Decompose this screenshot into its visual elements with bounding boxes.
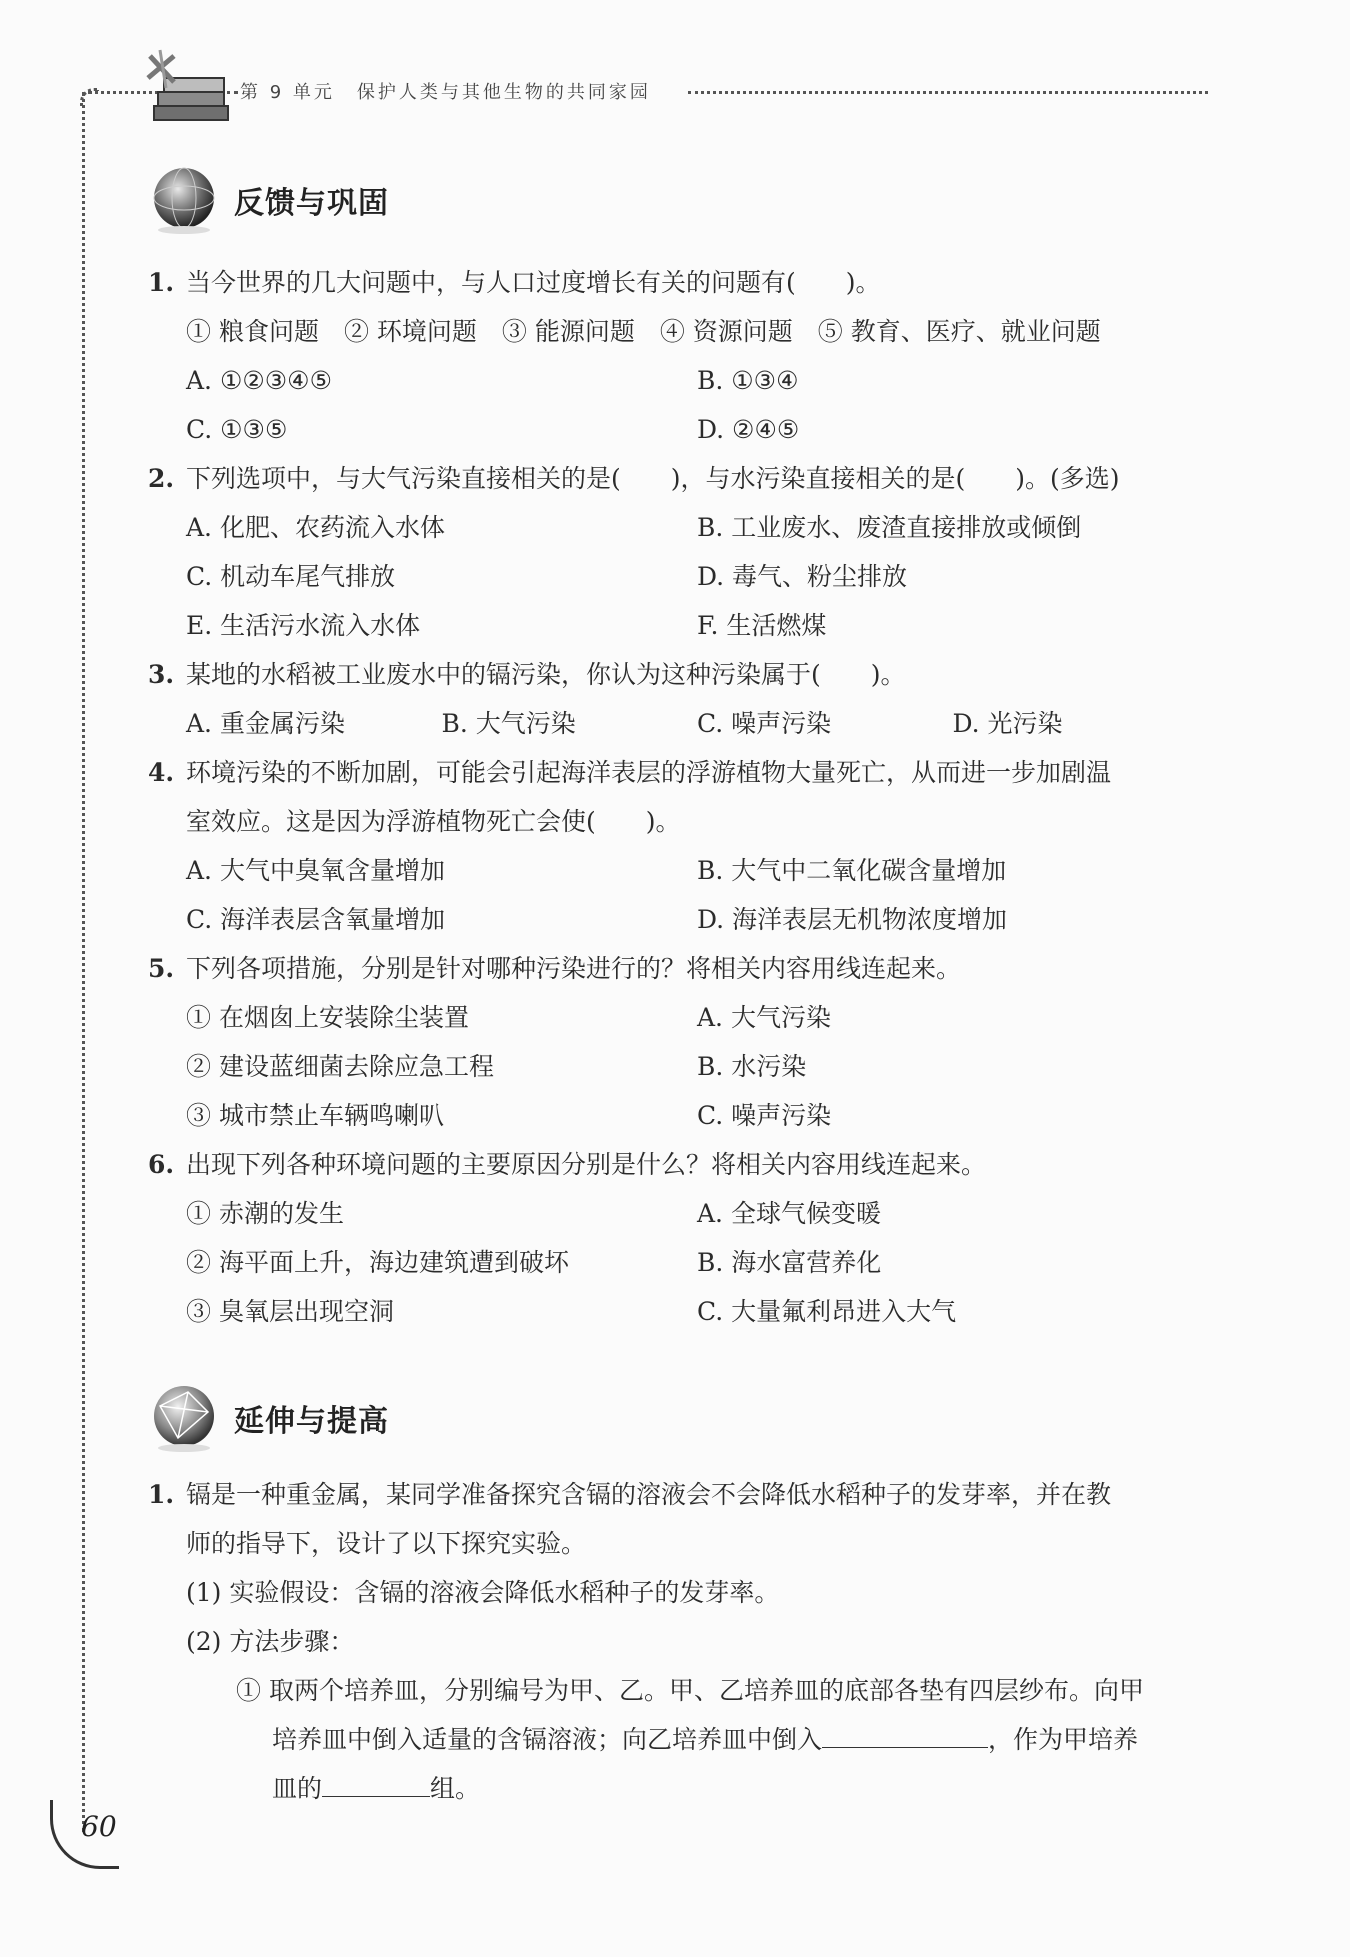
question-stem: 下列选项中，与大气污染直接相关的是( )，与水污染直接相关的是( )。(多选) [186, 464, 1120, 493]
question-4 [148, 748, 1208, 944]
side-dotted-border [82, 92, 85, 1832]
match-right-item: A. 全球气候变暖 [697, 1199, 881, 1228]
question-number: 1. [148, 1480, 175, 1509]
answer-blank-2[interactable] [322, 1766, 430, 1797]
answer-blank-1[interactable] [822, 1717, 988, 1748]
section-title: 延伸与提高 [234, 1404, 389, 1439]
question-number: 1. [148, 268, 175, 297]
section-title: 反馈与巩固 [234, 186, 389, 221]
match-left-item: ③ 臭氧层出现空洞 [186, 1297, 394, 1326]
match-left-item: ② 建设蓝细菌去除应急工程 [186, 1052, 494, 1081]
network-globe-icon [148, 1382, 220, 1454]
step-1-line2-text-b: ，作为甲培养 [988, 1725, 1139, 1754]
option-e: E. 生活污水流入水体 [186, 611, 421, 640]
question-2 [148, 454, 1208, 650]
question-1 [148, 258, 1208, 454]
question-number: 5. [148, 954, 175, 983]
question-3 [148, 650, 1208, 748]
page-number-badge [50, 1800, 119, 1869]
question-number: 6. [148, 1150, 175, 1179]
question-stem-line1: 镉是一种重金属，某同学准备探究含镉的溶液会不会降低水稻种子的发芽率，并在教 [186, 1480, 1112, 1509]
step-1-line3-text-b: 组。 [430, 1774, 481, 1803]
question-stem: 某地的水稻被工业废水中的镉污染，你认为这种污染属于( )。 [186, 660, 906, 689]
question-items: ① 粮食问题 ② 环境问题 ③ 能源问题 ④ 资源问题 ⑤ 教育、医疗、就业问题 [186, 317, 1101, 346]
option-c: C. 海洋表层含氧量增加 [186, 905, 446, 934]
question-number: 4. [148, 758, 175, 787]
option-a: A. 重金属污染 [186, 709, 345, 738]
question-5 [148, 944, 1208, 1140]
question-number: 3. [148, 660, 175, 689]
section-heading-extension [148, 1382, 389, 1454]
step-1-line3 [148, 1764, 1208, 1813]
globe-icon [148, 164, 220, 236]
header-dotted-line-right [688, 91, 1208, 94]
option-a: A. ①②③④⑤ [186, 366, 333, 395]
question-stem: 出现下列各种环境问题的主要原因分别是什么？将相关内容用线连起来。 [186, 1150, 987, 1179]
hypothesis: (1) 实验假设：含镉的溶液会降低水稻种子的发芽率。 [186, 1578, 780, 1607]
header-title: 保护人类与其他生物的共同家园 [356, 82, 651, 103]
option-b: B. 大气中二氧化碳含量增加 [697, 856, 1007, 885]
page-number: 60 [81, 1810, 117, 1843]
match-right-item: B. 海水富营养化 [697, 1248, 882, 1277]
option-a: A. 化肥、农药流入水体 [186, 513, 445, 542]
option-c: C. 噪声污染 [697, 709, 832, 738]
option-c: C. 机动车尾气排放 [186, 562, 396, 591]
step-1-line2-text-a: 培养皿中倒入适量的含镉溶液；向乙培养皿中倒入 [272, 1725, 823, 1754]
option-d: D. 海洋表层无机物浓度增加 [697, 905, 1008, 934]
match-left-item: ① 在烟囱上安装除尘装置 [186, 1003, 469, 1032]
option-d: D. 光污染 [952, 709, 1063, 738]
option-b: B. 大气污染 [441, 709, 576, 738]
step-1-line2 [148, 1715, 1208, 1764]
books-icon [140, 48, 240, 128]
section-heading-feedback [148, 164, 389, 236]
step-1-line1: ① 取两个培养皿，分别编号为甲、乙。甲、乙培养皿的底部各垫有四层纱布。向甲 [236, 1676, 1144, 1705]
match-right-item: C. 噪声污染 [697, 1101, 832, 1130]
question-stem-line2: 室效应。这是因为浮游植物死亡会使( )。 [186, 807, 681, 836]
method-heading: (2) 方法步骤： [186, 1627, 355, 1656]
match-left-item: ③ 城市禁止车辆鸣喇叭 [186, 1101, 444, 1130]
match-left-item: ② 海平面上升，海边建筑遭到破坏 [186, 1248, 569, 1277]
option-c: C. ①③⑤ [186, 415, 288, 444]
step-1-line3-text-a: 皿的 [272, 1774, 323, 1803]
question-6 [148, 1140, 1208, 1336]
option-f: F. 生活燃煤 [697, 611, 827, 640]
match-right-item: B. 水污染 [697, 1052, 807, 1081]
option-a: A. 大气中臭氧含量增加 [186, 856, 445, 885]
question-stem: 下列各项措施，分别是针对哪种污染进行的？将相关内容用线连起来。 [186, 954, 962, 983]
extension-question-1 [148, 1470, 1208, 1813]
header-unit: 第 9 单元 [240, 82, 335, 103]
match-left-item: ① 赤潮的发生 [186, 1199, 344, 1228]
option-b: B. ①③④ [697, 366, 799, 395]
question-stem-line1: 环境污染的不断加剧，可能会引起海洋表层的浮游植物大量死亡，从而进一步加剧温 [186, 758, 1112, 787]
running-header [240, 78, 651, 104]
question-stem: 当今世界的几大问题中，与人口过度增长有关的问题有( )。 [186, 268, 881, 297]
question-number: 2. [148, 464, 175, 493]
question-stem-line2: 师的指导下，设计了以下探究实验。 [186, 1529, 587, 1558]
option-d: D. ②④⑤ [697, 415, 800, 444]
option-b: B. 工业废水、废渣直接排放或倾倒 [697, 513, 1082, 542]
match-right-item: A. 大气污染 [697, 1003, 831, 1032]
match-right-item: C. 大量氟利昂进入大气 [697, 1297, 957, 1326]
option-d: D. 毒气、粉尘排放 [697, 562, 908, 591]
